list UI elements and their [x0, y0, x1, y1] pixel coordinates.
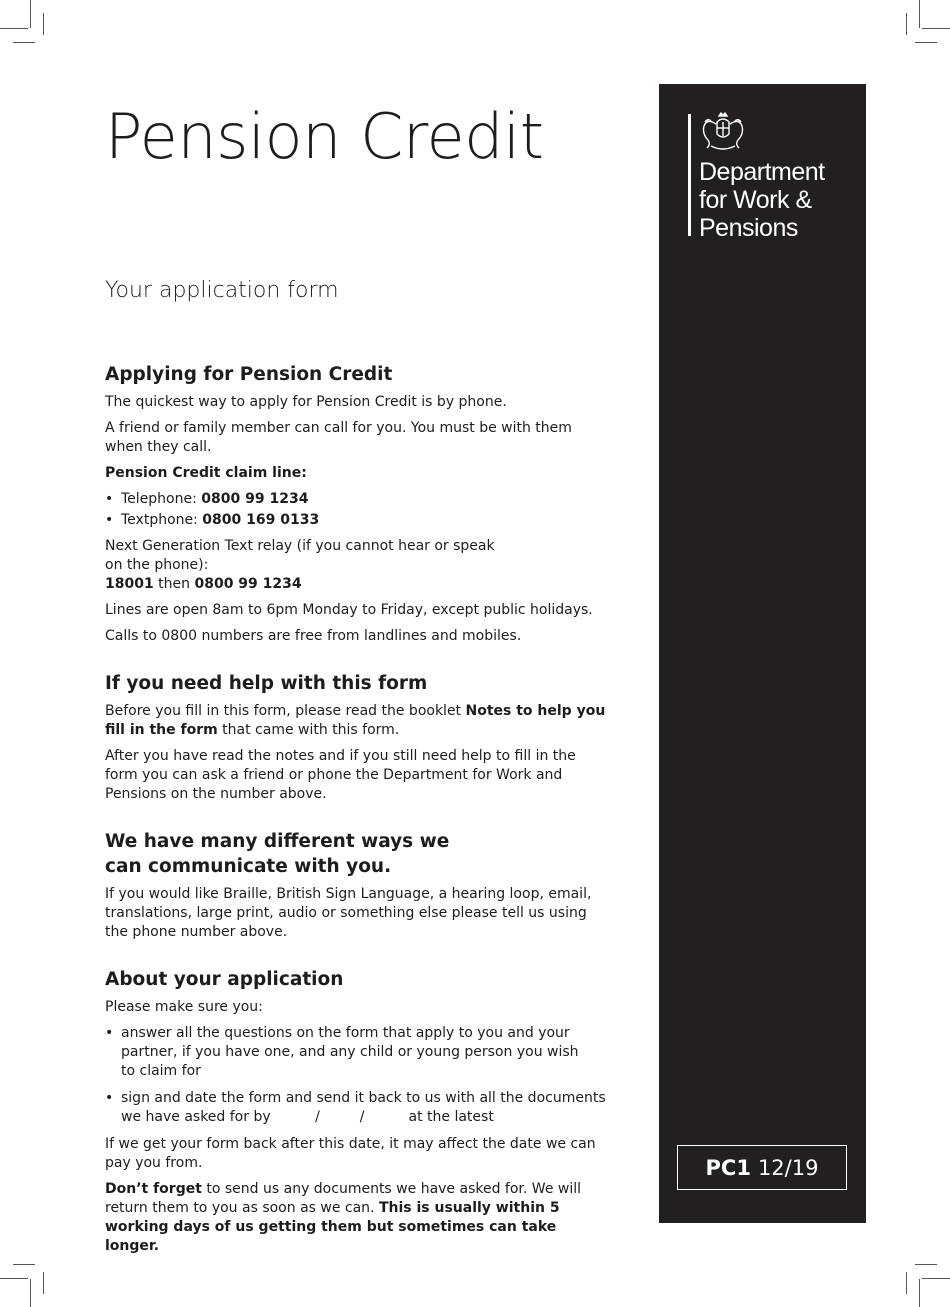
- crop-mark: [30, 1279, 31, 1307]
- date-separator: /: [359, 1109, 365, 1125]
- opening-hours: Lines are open 8am to 6pm Monday to Friday, except public holidays.: [105, 602, 593, 618]
- communicate-text: If you would like Braille, British Sign Language, a hearing loop, email, translations, large print, audio or something else please tell us using the phone number above.: [105, 886, 592, 940]
- page-subtitle: Your application form: [105, 278, 339, 303]
- notes-booklet-title: Notes to help you fill in the form: [105, 703, 606, 738]
- claim-line-label: Pension Credit claim line:: [105, 465, 307, 481]
- about-heading: About your application: [105, 969, 344, 990]
- relay-text: Next Generation Text relay (if you cannot hear or speak on the phone):: [105, 538, 495, 573]
- date-separator: /: [315, 1109, 320, 1125]
- late-form-note: If we get your form back after this date, it may affect the date we can pay you from.: [105, 1136, 596, 1171]
- form-code: PC1: [705, 1155, 751, 1180]
- logo-rule: [688, 114, 691, 236]
- crop-mark: [915, 1264, 937, 1265]
- claim-line-list: [105, 490, 610, 530]
- crop-mark: [30, 0, 31, 28]
- help-heading: If you need help with this form: [105, 673, 428, 694]
- crop-mark: [0, 28, 28, 29]
- crop-mark: [906, 13, 907, 35]
- help-text-2: After you have read the notes and if you still need help to fill in the form you can ask a friend or phone the Department for Work and Pensions on the number above.: [105, 748, 576, 802]
- applying-heading: Applying for Pension Credit: [105, 364, 393, 385]
- help-text-1: Before you fill in this form, please read the booklet Notes to help you fill in the form that came with this form.: [105, 703, 606, 738]
- department-name: Department for Work & Pensions: [699, 158, 825, 242]
- crop-mark: [922, 1278, 950, 1279]
- calls-free-note: Calls to 0800 numbers are free from landlines and mobiles.: [105, 628, 522, 644]
- crop-mark: [906, 1272, 907, 1294]
- form-edition-date: 12/19: [757, 1155, 819, 1180]
- crop-mark: [43, 13, 44, 35]
- crop-mark: [919, 1279, 920, 1307]
- textphone-number: 0800 169 0133: [202, 512, 320, 528]
- form-code-box: [677, 1145, 847, 1190]
- page-title: Pension Credit: [105, 100, 544, 173]
- crop-mark: [13, 1264, 35, 1265]
- communicate-heading: We have many different ways we can communicate with you.: [105, 831, 450, 877]
- applying-text-2: A friend or family member can call for you. You must be with them when they call.: [105, 420, 572, 455]
- dwp-sidebar: [659, 84, 866, 1223]
- applying-text-1: The quickest way to apply for Pension Credit is by phone.: [105, 394, 507, 410]
- telephone-item: • Telephone: 0800 99 1234: [105, 490, 610, 509]
- form-intro-content: [105, 362, 610, 1263]
- crop-mark: [13, 42, 35, 43]
- documents-note: Don’t forget to send us any documents we have asked for. We will return them to you as soon as we can. This is usually within 5 working days of us getting them but sometimes can take longer.: [105, 1181, 581, 1254]
- checklist-item-sign: • sign and date the form and send it back to us with all the documents we have asked for by / / at the latest: [105, 1089, 610, 1127]
- crop-mark: [922, 28, 950, 29]
- textphone-item: • Textphone: 0800 169 0133: [105, 511, 610, 530]
- about-checklist: [105, 1024, 610, 1127]
- crop-mark: [919, 0, 920, 28]
- about-intro: Please make sure you:: [105, 999, 263, 1015]
- relay-numbers: 18001 then 0800 99 1234: [105, 576, 302, 592]
- crop-mark: [915, 42, 937, 43]
- checklist-item-answer: • answer all the questions on the form that apply to you and your partner, if you have one, and any child or young person you wish to claim for: [105, 1024, 610, 1081]
- crop-mark: [0, 1278, 28, 1279]
- royal-coat-of-arms-icon: [699, 112, 747, 152]
- crop-mark: [43, 1272, 44, 1294]
- telephone-number: 0800 99 1234: [201, 491, 309, 507]
